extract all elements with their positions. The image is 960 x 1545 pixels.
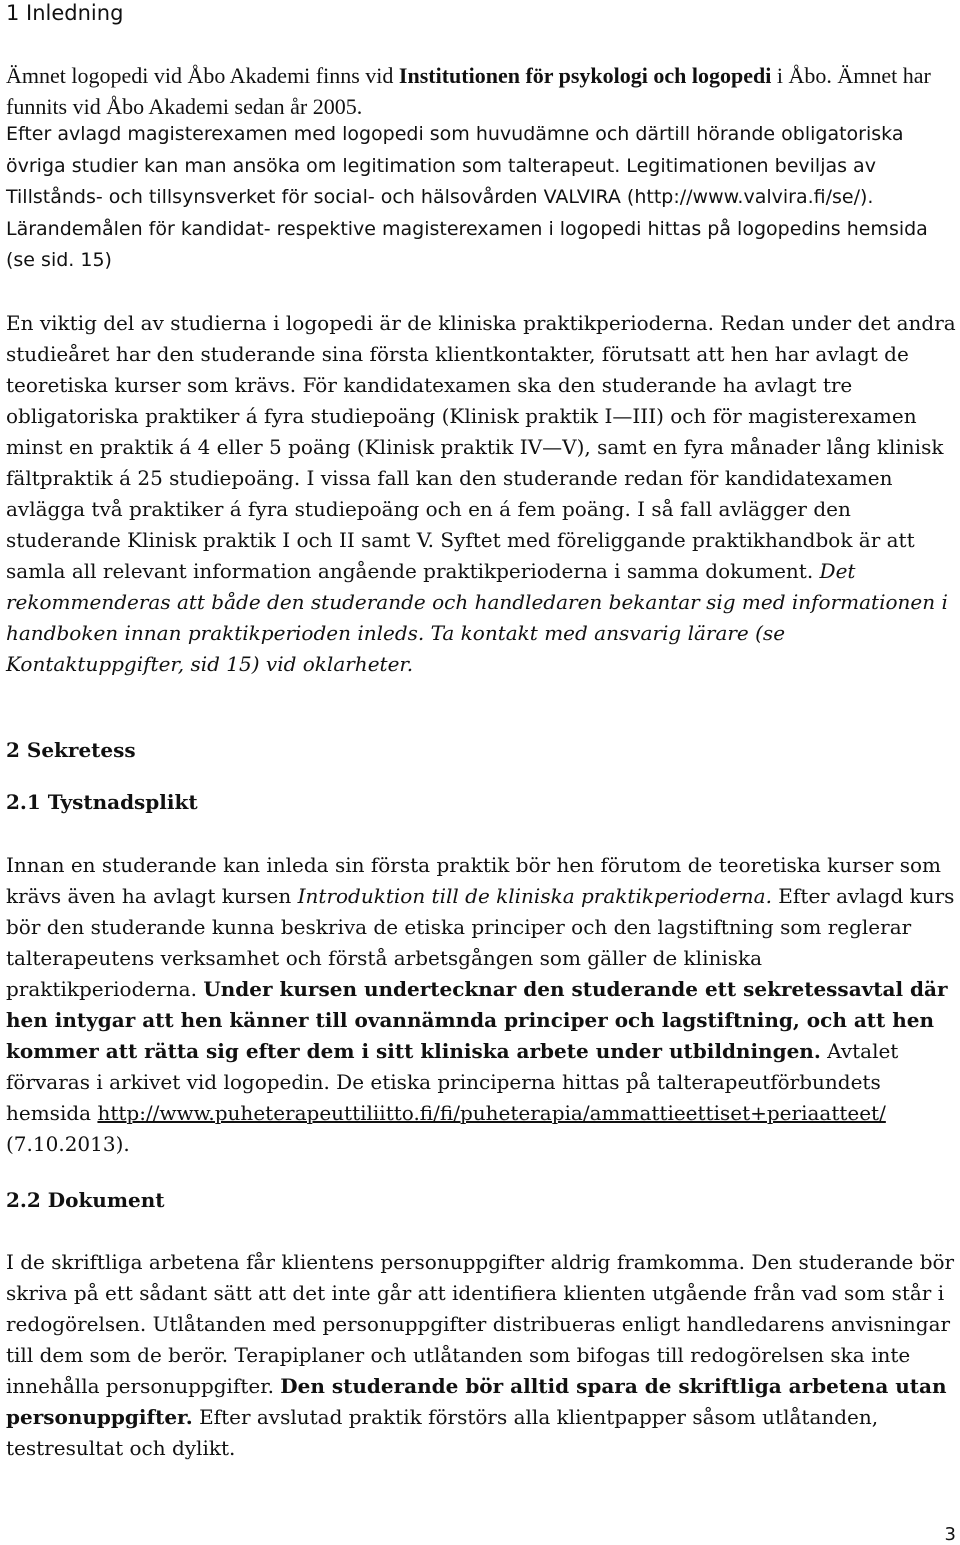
text-run: Efter avlagd kurs bör den studerande kunna beskriva de etiska principer och den lagstiftning som reglerar talterapeutens verksamhet och förstå arbetsgången som gäller de kliniska praktikperioderna. — [6, 884, 955, 1001]
course-title: Introduktion till de kliniska praktikperioderna. — [297, 884, 772, 908]
institution-name: Institutionen för psykologi och logopedi — [398, 63, 772, 88]
text-run: Efter avslutad praktik förstörs alla klientpapper såsom utlåtanden, testresultat och dylikt. — [6, 1405, 879, 1460]
section-heading-dokument: 2.2 Dokument — [6, 1188, 165, 1212]
text-run: i Åbo. Ämnet har funnits vid Åbo Akademi sedan år 2005. — [6, 63, 931, 119]
text-run: Avtalet förvaras i arkivet vid logopedin. De etiska principerna hittas på talterapeutförbundets hemsida — [6, 1039, 899, 1125]
text-run: I de skriftliga arbetena får klientens personuppgifter aldrig framkomma. Den studerande bör skriva på ett sådant sätt att det inte går att identifiera klienten utgående från vad som står i redogörelsen. Utlåtanden med personuppgifter distribueras enligt handledarens anvisningar till dem som de berör. Terapiplaner och utlåtanden som bifogas till redogörelsen ska inte innehålla personuppgifter. — [6, 1250, 955, 1398]
ethics-principles-link[interactable]: http://www.puheterapeuttiliitto.fi/fi/puheterapia/ammattieettiset+periaatteet/ — [97, 1101, 886, 1125]
italic-recommendation: Det rekommenderas att både den studerande och handledaren bekantar sig med informationen i handboken innan praktikperioden inleds. Ta kontakt med ansvarig lärare (se Kontaktuppgifter, sid 15) vid oklarheter. — [6, 559, 948, 676]
section-heading-tystnadsplikt: 2.1 Tystnadsplikt — [6, 790, 198, 814]
paragraph-dokument — [6, 1247, 956, 1464]
bold-save-without-personal-data: Den studerande bör alltid spara de skriftliga arbetena utan personuppgifter. — [6, 1374, 947, 1429]
paragraph-legitimation — [6, 119, 951, 277]
paragraph-tystnadsplikt — [6, 850, 956, 1160]
text-run: Efter avlagd magisterexamen med logopedi som huvudämne och därtill hörande obligatoriska övriga studier kan man ansöka om legitimation som talterapeut. Legitimationen beviljas av Tillstånds- och tillsynsverket för social- och hälsovården VALVIRA (http://www.valvira.fi/se/). Lärandemålen för kandidat- respektive magisterexamen i logopedi hittas på logopedins hemsida (se sid. 15) — [6, 123, 928, 271]
text-run: Ämnet logopedi vid Åbo Akademi finns vid — [6, 63, 399, 88]
text-run: (7.10.2013). — [6, 1132, 130, 1156]
paragraph-clinical-practice — [6, 308, 956, 680]
bold-secrecy-agreement: Under kursen undertecknar den studerande ett sekretessavtal där hen intygar att hen känner till ovannämnda principer och lagstiftning, och att hen kommer att rätta sig efter dem i sitt kliniska arbete under utbildningen. — [6, 977, 948, 1063]
text-run: Innan en studerande kan inleda sin första praktik bör hen förutom de teoretiska kurser som krävs även ha avlagt kursen — [6, 853, 942, 908]
section-heading-inledning: 1 Inledning — [6, 1, 124, 25]
page-number: 3 — [944, 1524, 956, 1545]
section-heading-sekretess: 2 Sekretess — [6, 738, 136, 762]
text-run: En viktig del av studierna i logopedi är de kliniska praktikperioderna. Redan under det andra studieåret har den studerande sina första klientkontakter, förutsatt att hen har avlagt de teoretiska kurser som krävs. För kandidatexamen ska den studerande ha avlagt tre obligatoriska praktiker á fyra studiepoäng (Klinisk praktik I—III) och för magisterexamen minst en praktik á 4 eller 5 poäng (Klinisk praktik IV—V), samt en fyra månader lång klinisk fältpraktik á 25 studiepoäng. I vissa fall kan den studerande redan för kandidatexamen avlägga två praktiker á fyra studiepoäng och en á fem poäng. I så fall avlägger den studerande Klinisk praktik I och II samt V. Syftet med föreliggande praktikhandbok är att samla all relevant information angående praktikperioderna i samma dokument. — [6, 311, 956, 583]
paragraph-institution — [6, 60, 956, 122]
